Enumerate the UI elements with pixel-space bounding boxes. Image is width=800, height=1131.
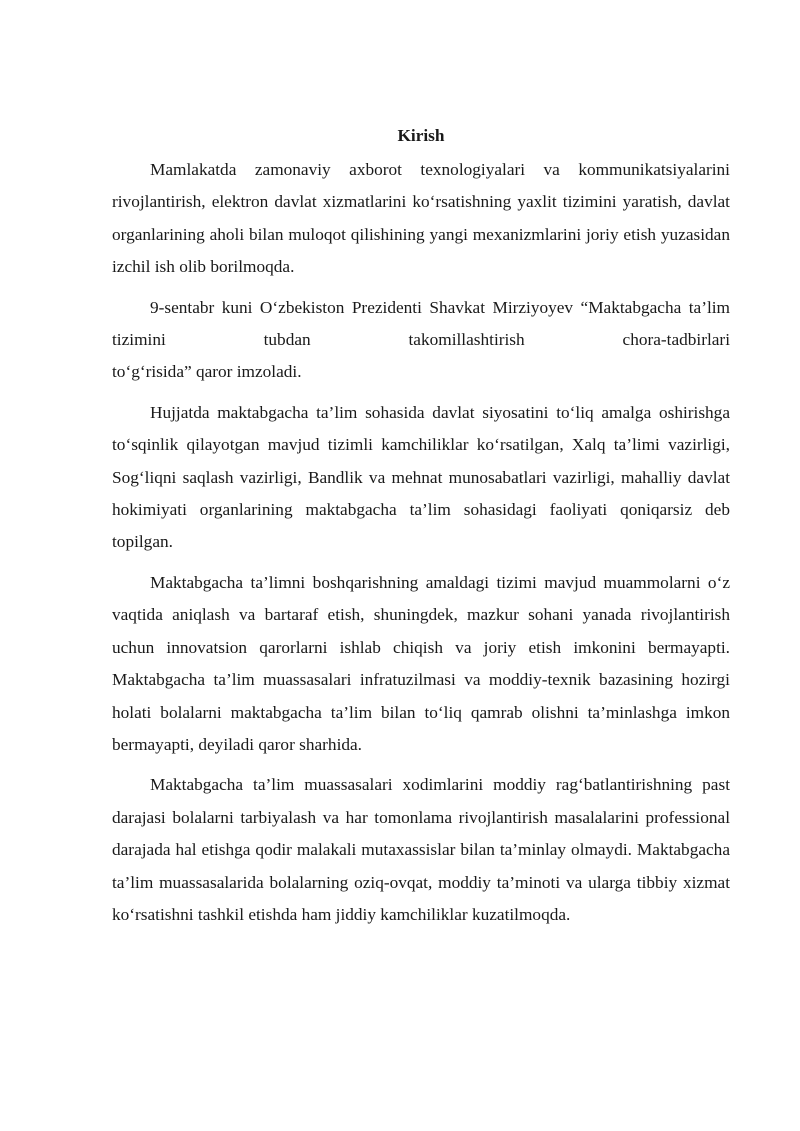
paragraph-5: Maktabgacha ta’lim muassasalari xodimlarini moddiy rag‘batlantirishning past darajasi bolalarni tarbiyalash va har tomonlama rivojlantirish masalalarini professional darajada hal etishga qodir malakali mutaxassislar bilan ta’minlay olmaydi. Maktabgacha ta’lim muassasalarida bolalarning oziq-ovqat, moddiy ta’minoti va ularga tibbiy xizmat ko‘rsatishni tashkil etishda ham jiddiy kamchiliklar kuzatilmoqda. <box>112 775 730 924</box>
document-body <box>112 122 730 931</box>
paragraph-3: Hujjatda maktabgacha ta’lim sohasida davlat siyosatini to‘liq amalga oshirishga to‘sqinlik qilayotgan mavjud tizimli kamchiliklar ko‘rsatilgan, Xalq ta’limi vazirligi, Sog‘liqni saqlash vazirligi, Bandlik va mehnat munosabatlari vazirligi, mahalliy davlat hokimiyati organlarining maktabgacha ta’lim sohasidagi faoliyati qoniqarsiz deb topilgan. <box>112 402 730 552</box>
paragraph-2-main: 9-sentabr kuni O‘zbekiston Prezidenti Shavkat Mirziyoyev “Maktabgacha ta’lim tizimini tubdan takomillashtirish chora-tadbirlari <box>112 297 730 350</box>
paragraph-2-last-line: to‘g‘risida” qaror imzoladi. <box>112 362 302 382</box>
paragraph-2 <box>112 292 730 389</box>
paragraph-4: Maktabgacha ta’limni boshqarishning amaldagi tizimi mavjud muammolarni o‘z vaqtida aniqlash va bartaraf etish, shuningdek, mazkur sohani yanada rivojlantirish uchun innovatsion qarorlarni ishlab chiqish va joriy etish imkonini bermayapti. Maktabgacha ta’lim muassasalari infratuzilmasi va moddiy-texnik bazasining hozirgi holati bolalarni maktabgacha ta’lim bilan to‘liq qamrab olishni ta’minlashga imkon bermayapti, deyiladi qaror sharhida. <box>112 572 730 754</box>
paragraph-1: Mamlakatda zamonaviy axborot texnologiyalari va kommunikatsiyalarini rivojlantirish, elektron davlat xizmatlarini ko‘rsatishning yaxlit tizimini yaratish, davlat organlarining aholi bilan muloqot qilishining yangi mexanizmlarini joriy etish yuzasidan izchil ish olib borilmoqda. <box>112 160 730 277</box>
document-title: Kirish <box>397 126 445 145</box>
